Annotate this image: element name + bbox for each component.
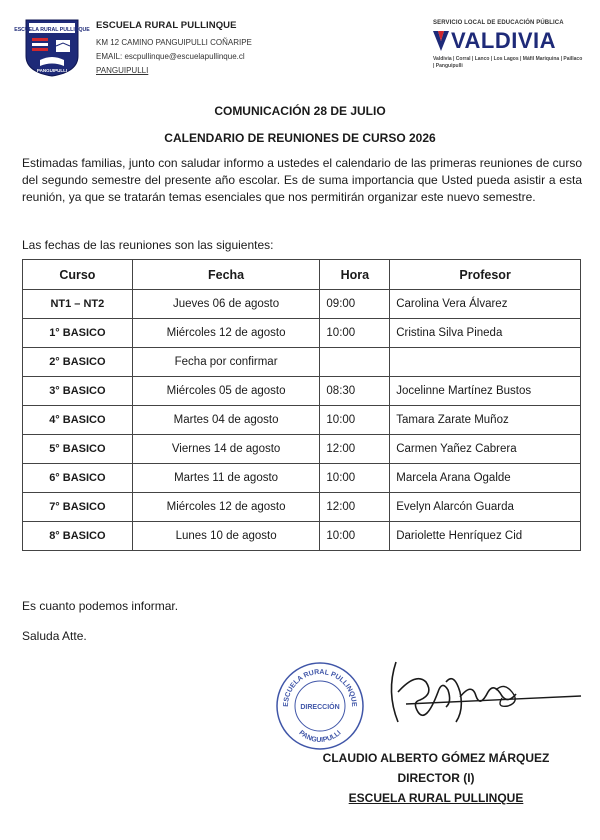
cell-curso: 5° BASICO (23, 435, 133, 464)
slep-mark-icon (433, 31, 449, 51)
stamp-center-text: DIRECCIÓN (300, 704, 340, 711)
cell-fecha: Jueves 06 de agosto (132, 290, 320, 319)
table-row (23, 319, 581, 348)
school-logo (14, 16, 90, 78)
cell-curso: 1° BASICO (23, 319, 133, 348)
cell-fecha: Martes 11 de agosto (132, 464, 320, 493)
cell-fecha: Miércoles 12 de agosto (132, 493, 320, 522)
slep-comunas: Valdivia | Corral | Lanco | Los Lagos | Máfil Mariquina | Paillaco | Panguipulli (433, 56, 583, 69)
cell-fecha: Miércoles 05 de agosto (132, 377, 320, 406)
cell-fecha: Fecha por confirmar (132, 348, 320, 377)
cell-curso: 2° BASICO (23, 348, 133, 377)
document-subtitle: CALENDARIO DE REUNIONES DE CURSO 2026 (164, 131, 436, 145)
cell-curso: 6° BASICO (23, 464, 133, 493)
cell-profesor: Carmen Yañez Cabrera (390, 435, 581, 464)
logo-text: ESCUELA RURAL PULLINQUE (14, 27, 90, 33)
handwritten-signature (376, 652, 586, 732)
cell-profesor: Evelyn Alarcón Guarda (390, 493, 581, 522)
school-stamp (274, 660, 366, 752)
cell-curso: 8° BASICO (23, 522, 133, 551)
stamp-top-text: ESCUELA RURAL PULLINQUE (282, 668, 358, 707)
cell-hora: 12:00 (320, 435, 390, 464)
slep-title: SERVICIO LOCAL DE EDUCACIÓN PÚBLICA (433, 20, 564, 26)
slep-brand: VALDIVIA (451, 28, 557, 53)
table-row (23, 406, 581, 435)
schedule-table (22, 259, 581, 551)
cell-curso: NT1 – NT2 (23, 290, 133, 319)
cell-profesor: Tamara Zarate Muñoz (390, 406, 581, 435)
table-row (23, 522, 581, 551)
signatory-name: CLAUDIO ALBERTO GÓMEZ MÁRQUEZ (322, 751, 550, 765)
cell-curso: 3° BASICO (23, 377, 133, 406)
cell-profesor (390, 348, 581, 377)
table-row (23, 493, 581, 522)
slep-logo (433, 20, 583, 70)
logo-bottom-text: PANGUIPULLI (36, 68, 68, 73)
signatory-role: DIRECTOR (I) (397, 771, 475, 785)
document-title: COMUNICACIÓN 28 DE JULIO (214, 104, 386, 118)
cell-profesor: Dariolette Henríquez Cid (390, 522, 581, 551)
table-row (23, 348, 581, 377)
closing-greeting: Saluda Atte. (22, 629, 87, 643)
table-header-row (23, 260, 581, 290)
table-row (23, 435, 581, 464)
cell-curso: 7° BASICO (23, 493, 133, 522)
svg-text:ESCUELA RURAL PULLINQUE (283, 669, 357, 707)
closing-line: Es cuanto podemos informar. (22, 599, 179, 613)
cell-fecha: Martes 04 de agosto (132, 406, 320, 435)
cell-profesor: Carolina Vera Álvarez (390, 290, 581, 319)
dates-intro: Las fechas de las reuniones son las siguientes: (22, 238, 274, 252)
header-profesor: Profesor (390, 260, 581, 290)
header-hora: Hora (320, 260, 390, 290)
stamp-bottom-text: PANGUIPULLI (297, 729, 343, 745)
header-curso: Curso (23, 260, 133, 290)
cell-fecha: Viernes 14 de agosto (132, 435, 320, 464)
cell-hora: 10:00 (320, 406, 390, 435)
cell-hora: 10:00 (320, 522, 390, 551)
table-row (23, 377, 581, 406)
cell-profesor: Jocelinne Martínez Bustos (390, 377, 581, 406)
cell-hora: 09:00 (320, 290, 390, 319)
intro-paragraph: Estimadas familias, junto con saludar informo a ustedes el calendario de las primeras reuniones de curso del segundo semestre del presente año escolar. Es de suma importancia que Usted pueda asistir a esta reunión, ya que se tratarán temas esenciales que nos permitirán organizar este nuevo semestre. (22, 156, 582, 204)
header-fecha: Fecha (132, 260, 320, 290)
school-info (96, 20, 326, 78)
cell-fecha: Miércoles 12 de agosto (132, 319, 320, 348)
cell-curso: 4° BASICO (23, 406, 133, 435)
cell-hora: 10:00 (320, 319, 390, 348)
school-city: PANGUIPULLI (96, 66, 149, 75)
school-email[interactable]: EMAIL: escpullinque@escuelapullinque.cl (96, 52, 245, 61)
table-row (23, 464, 581, 493)
cell-fecha: Lunes 10 de agosto (132, 522, 320, 551)
cell-profesor: Marcela Arana Ogalde (390, 464, 581, 493)
cell-hora (320, 348, 390, 377)
cell-profesor: Cristina Silva Pineda (390, 319, 581, 348)
cell-hora: 08:30 (320, 377, 390, 406)
signatory-school: ESCUELA RURAL PULLINQUE (348, 791, 524, 805)
table-row (23, 290, 581, 319)
school-name: ESCUELA RURAL PULLINQUE (96, 20, 237, 31)
cell-hora: 10:00 (320, 464, 390, 493)
cell-hora: 12:00 (320, 493, 390, 522)
school-address: KM 12 CAMINO PANGUIPULLI COÑARIPE (96, 38, 252, 47)
svg-text:PANGUIPULLI (297, 730, 342, 745)
